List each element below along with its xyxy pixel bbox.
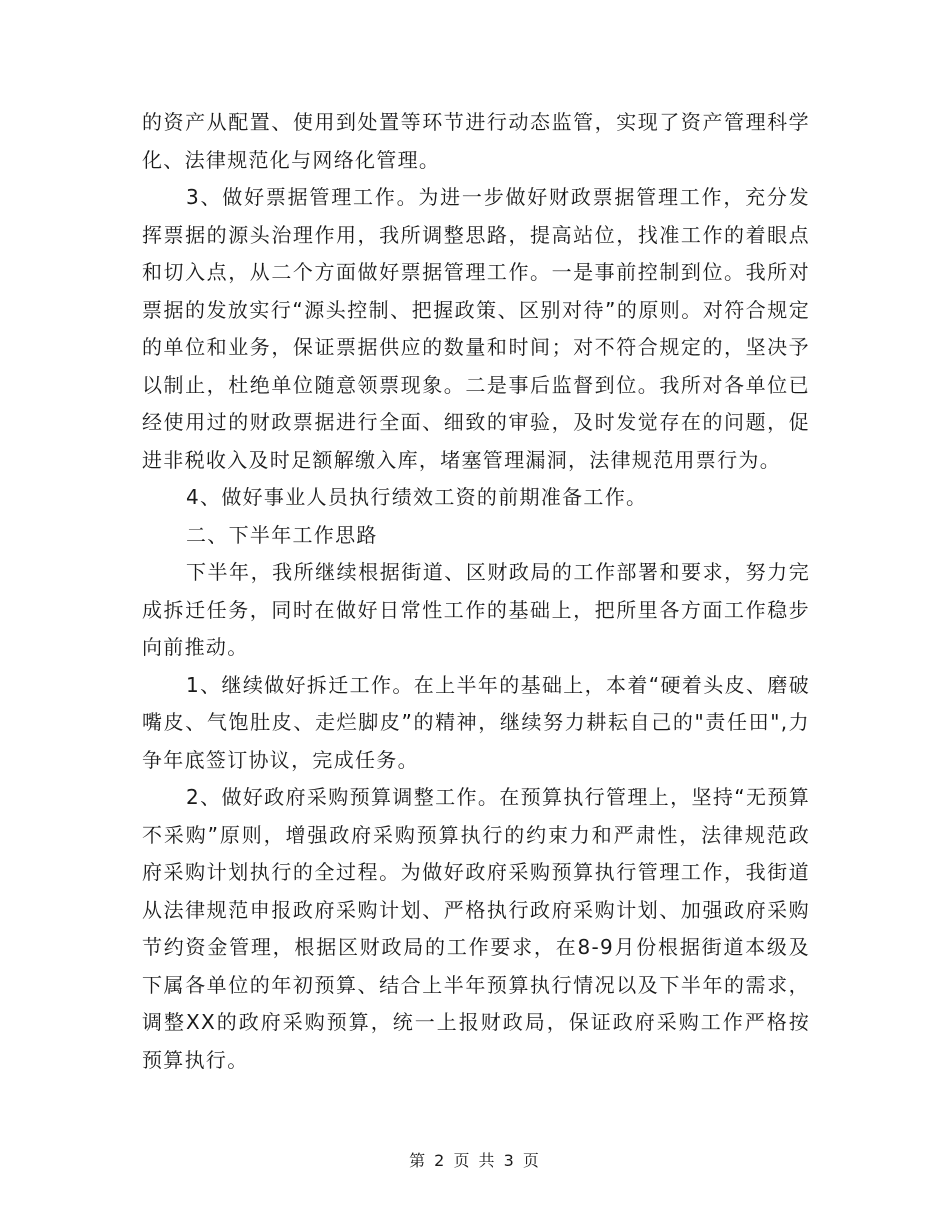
paragraph-3: 4、做好事业人员执行绩效工资的前期准备工作。 [186,485,648,509]
page-number-footer: 第 2 页 共 3 页 [409,1151,541,1170]
document-body [142,104,810,1079]
paragraph-6: 1、继续做好拆迁工作。在上半年的基础上，本着“硬着头皮、磨破嘴皮、气饱肚皮、走烂脚皮”的精神，继续努力耕耘自己的"责任田",力争年底签订协议，完成任务。 [142,672,810,772]
paragraph-1: 的资产从配置、使用到处置等环节进行动态监管，实现了资产管理科学化、法律规范化与网络化管理。 [142,110,810,172]
paragraph-2: 3、做好票据管理工作。为进一步做好财政票据管理工作，充分发挥票据的源头治理作用，我所调整思路，提高站位，找准工作的着眼点和切入点，从二个方面做好票据管理工作。一是事前控制到位。我所对票据的发放实行“源头控制、把握政策、区别对待”的原则。对符合规定的单位和业务，保证票据供应的数量和时间；对不符合规定的，坚决予以制止，杜绝单位随意领票现象。二是事后监督到位。我所对各单位已经使用过的财政票据进行全面、细致的审验，及时发觉存在的问题，促进非税收入及时足额解缴入库，堵塞管理漏洞，法律规范用票行为。 [142,185,810,472]
section-heading: 二、下半年工作思路 [186,522,378,547]
paragraph-7: 2、做好政府采购预算调整工作。在预算执行管理上，坚持“无预算不采购”原则，增强政府采购预算执行的约束力和严肃性，法律规范政府采购计划执行的全过程。为做好政府采购预算执行管理工作，我街道从法律规范申报政府采购计划、严格执行政府采购计划、加强政府采购节约资金管理，根据区财政局的工作要求，在8-9月份根据街道本级及下属各单位的年初预算、结合上半年预算执行情况以及下半年的需求，调整XX的政府采购预算，统一上报财政局，保证政府采购工作严格按预算执行。 [142,785,810,1072]
paragraph-5: 下半年，我所继续根据街道、区财政局的工作部署和要求，努力完成拆迁任务，同时在做好日常性工作的基础上，把所里各方面工作稳步向前推动。 [142,560,810,659]
